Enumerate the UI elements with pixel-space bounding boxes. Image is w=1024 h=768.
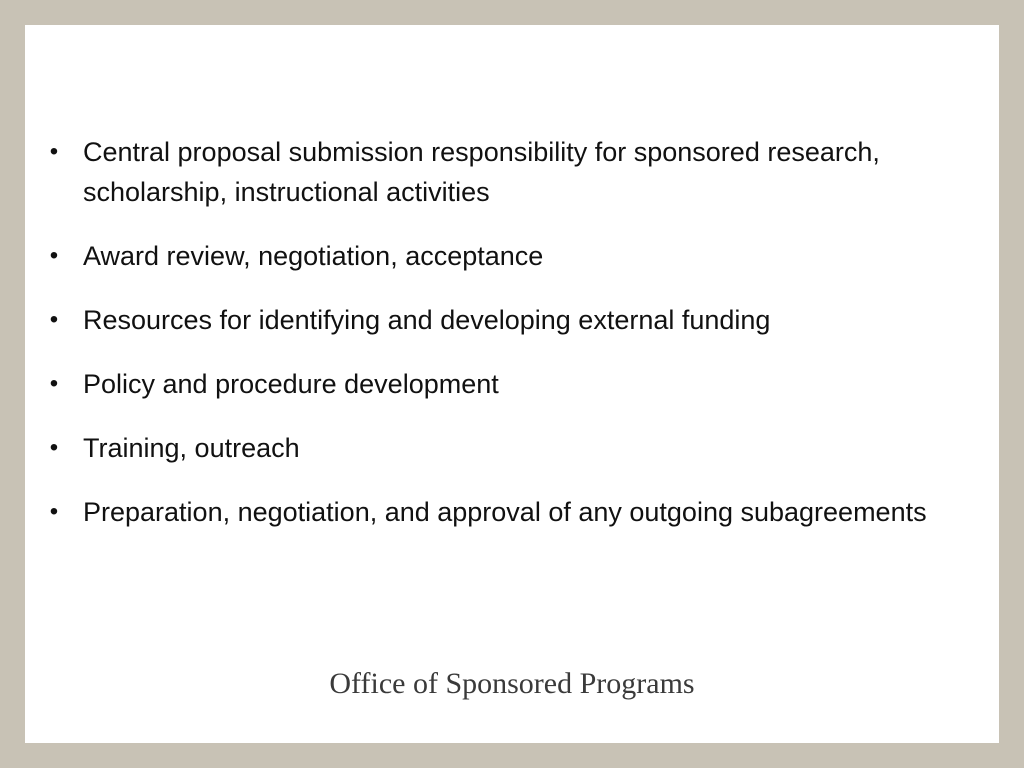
bullet-item: [45, 492, 1015, 532]
bullet-text: Policy and procedure development: [83, 369, 499, 399]
bullet-item: [45, 300, 1015, 340]
bullet-item: [45, 132, 1015, 212]
bullet-item: [45, 428, 1015, 468]
bullet-icon: •: [49, 242, 59, 269]
bullet-icon: •: [49, 498, 59, 525]
bullet-text: Resources for identifying and developing external funding: [83, 305, 771, 335]
footer-title: Office of Sponsored Programs: [329, 667, 695, 700]
bullet-list: [45, 132, 1015, 556]
bullet-text: Training, outreach: [83, 433, 300, 463]
bullet-icon: •: [49, 434, 59, 461]
bullet-icon: •: [49, 370, 59, 397]
bullet-icon: •: [49, 138, 59, 165]
bullet-item: [45, 364, 1015, 404]
bullet-text: Award review, negotiation, acceptance: [83, 241, 544, 271]
bullet-text: Preparation, negotiation, and approval of any outgoing subagreements: [83, 497, 927, 527]
bullet-item: [45, 236, 1015, 276]
bullet-icon: •: [49, 306, 59, 333]
slide: [25, 25, 999, 743]
bullet-text: Central proposal submission responsibility for sponsored research, scholarship, instructional activities: [83, 137, 880, 207]
